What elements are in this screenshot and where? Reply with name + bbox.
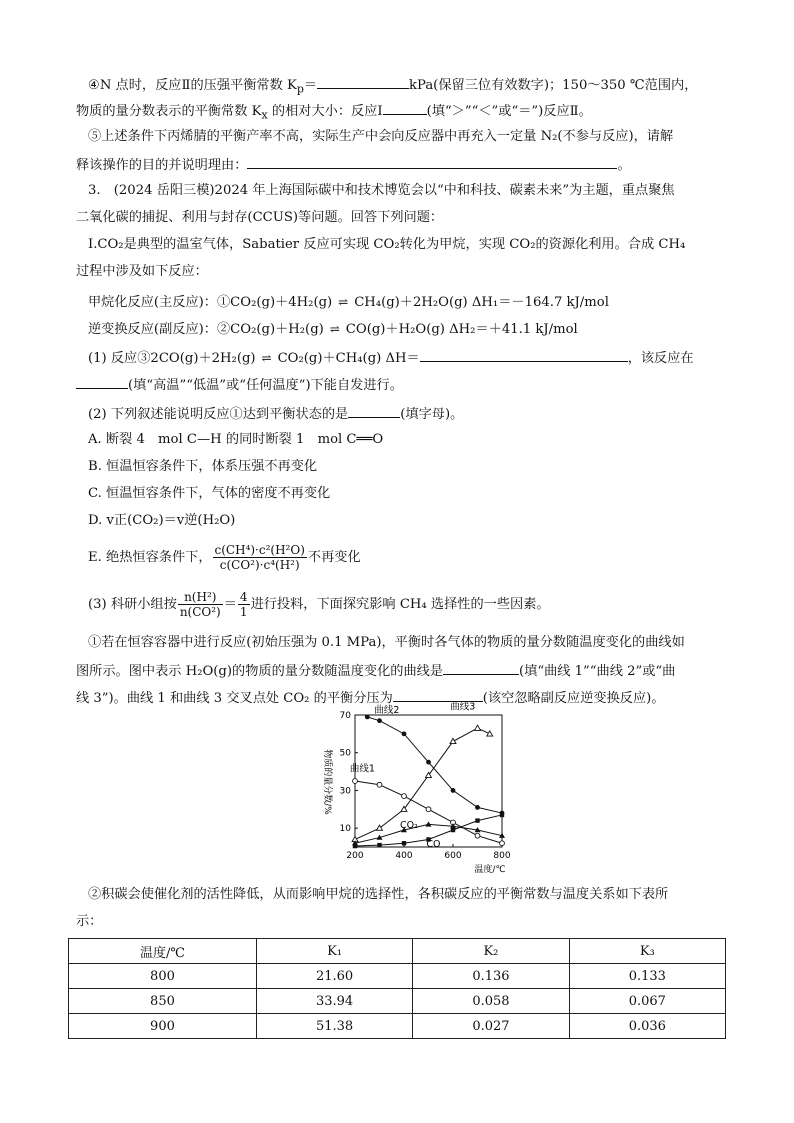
sub1-line1: ①若在恒容容器中进行反应(初始压强为 0.1 MPa)，平衡时各气体的物质的量分数随温度变化的曲线如 xyxy=(88,635,685,650)
question-1-line1 xyxy=(88,347,738,369)
answer-blank[interactable] xyxy=(247,154,617,169)
series-label: CO₂ xyxy=(399,820,418,832)
series-label: 曲线2 xyxy=(374,705,400,717)
data-point xyxy=(353,779,358,784)
table-cell: 0.058 xyxy=(413,989,569,1014)
data-point xyxy=(402,841,406,845)
data-point xyxy=(426,821,432,826)
text: CH₄(g)＋2H₂O(g) ΔH₁＝－164.7 kJ/mol xyxy=(354,295,609,310)
header-cell: K₁ xyxy=(256,939,412,964)
reaction-1 xyxy=(88,292,738,313)
intro-line2: 过程中涉及如下反应： xyxy=(76,264,208,279)
x-tick-label: 800 xyxy=(493,851,511,861)
mole-fraction-chart xyxy=(315,701,511,875)
data-point xyxy=(353,844,357,848)
text: 甲烷化反应(主反应)：①CO₂(g)＋4H₂(g) xyxy=(88,295,333,310)
denominator: c(CO²)·c⁴(H²) xyxy=(219,558,300,572)
data-point xyxy=(475,805,480,810)
text: CO₂(g)＋CH₄(g) ΔH＝ xyxy=(277,351,420,366)
data-point xyxy=(426,760,431,765)
text: (2) 下列叙述能说明反应①达到平衡状态的是 xyxy=(88,407,349,422)
q4-line1 xyxy=(88,74,738,100)
y-tick-label: 10 xyxy=(339,824,351,835)
data-point xyxy=(451,788,456,793)
subscript: x xyxy=(261,108,268,122)
table-cell: 0.036 xyxy=(569,1014,725,1039)
data-point xyxy=(377,843,381,847)
text: 不再变化 xyxy=(307,550,361,565)
table-cell: 850 xyxy=(69,989,257,1014)
y-tick-label: 30 xyxy=(339,786,351,797)
answer-blank[interactable] xyxy=(443,660,519,675)
y-tick-label: 70 xyxy=(339,711,351,721)
y-tick-label: 50 xyxy=(339,748,351,759)
series-line-1 xyxy=(367,717,502,813)
q4-line2 xyxy=(76,100,726,126)
data-point xyxy=(377,782,382,787)
x-tick-label: 400 xyxy=(395,851,413,861)
subscript: p xyxy=(296,82,304,96)
text: kPa(保留三位有效数字)；150～350 ℃范围内， xyxy=(409,78,698,93)
table-row xyxy=(69,1014,726,1039)
sub1-line2 xyxy=(76,660,726,682)
denominator: n(CO²) xyxy=(179,605,221,619)
data-point xyxy=(487,731,493,736)
table-cell: 0.027 xyxy=(413,1014,569,1039)
q5-line2 xyxy=(76,154,726,176)
text: (填“高温”“低温”或“任何温度”)下能自发进行。 xyxy=(128,378,403,393)
text: ＝ xyxy=(223,597,237,612)
text: ＝ xyxy=(303,78,318,93)
text: 线 3”)。曲线 1 和曲线 3 交叉点处 CO₂ 的平衡分压为 xyxy=(76,691,393,706)
text: (该空忽略副反应逆变换反应)。 xyxy=(482,691,665,706)
fraction xyxy=(178,590,223,619)
table-cell: 33.94 xyxy=(256,989,412,1014)
table-cell: 800 xyxy=(69,964,257,989)
text: 释该操作的目的并说明理由： xyxy=(76,158,248,173)
denominator: 1 xyxy=(239,605,248,619)
option-e xyxy=(88,538,738,578)
data-point xyxy=(475,725,481,730)
question-2 xyxy=(88,403,738,425)
equilibrium-arrow-icon: ⇌ xyxy=(329,322,340,336)
answer-blank[interactable] xyxy=(383,100,427,115)
series-label: 曲线1 xyxy=(349,763,375,775)
reaction-2 xyxy=(88,319,738,340)
series-label: CO xyxy=(426,839,441,850)
equilibrium-arrow-icon: ⇌ xyxy=(261,351,272,365)
data-point xyxy=(475,818,479,822)
option-b: B. 恒温恒容条件下，体系压强不再变化 xyxy=(88,459,318,474)
sub2-line1: ②积碳会使催化剂的活性降低，从而影响甲烷的选择性，各积碳反应的平衡常数与温度关系如下表所 xyxy=(88,887,669,902)
answer-blank[interactable] xyxy=(348,403,400,418)
sub1-line3 xyxy=(76,687,726,709)
text: 的相对大小：反应Ⅰ xyxy=(267,104,383,119)
data-point xyxy=(500,813,504,817)
text: 逆变换反应(副反应)：②CO₂(g)＋H₂(g) xyxy=(88,322,324,337)
y-axis-label: 物质的量分数/% xyxy=(322,749,332,815)
data-point xyxy=(500,841,505,846)
option-d: D. v正(CO₂)＝v逆(H₂O) xyxy=(88,513,236,528)
text: ，该反应在 xyxy=(627,351,694,366)
data-point xyxy=(402,794,407,799)
x-axis-label: 温度/℃ xyxy=(474,865,506,875)
text: (填“＞”“＜”或“＝”)反应Ⅱ。 xyxy=(426,104,592,119)
sub2-line2: 示： xyxy=(76,914,103,929)
table-cell: 21.60 xyxy=(256,964,412,989)
q5-line1: ⑤上述条件下丙烯腈的平衡产率不高，实际生产中会向反应器中再充入一定量 N₂(不参与反应)，请解 xyxy=(88,129,674,144)
table-cell: 900 xyxy=(69,1014,257,1039)
data-point xyxy=(475,833,480,838)
table-cell: 0.067 xyxy=(569,989,725,1014)
text: 图所示。图中表示 H₂O(g)的物质的量分数随温度变化的曲线是 xyxy=(76,664,444,679)
table-cell: 0.133 xyxy=(569,964,725,989)
problem3-heading: 3. (2024 岳阳三模)2024 年上海国际碳中和技术博览会以“中和科技、碳素未来”为主题，重点聚焦 xyxy=(88,183,675,198)
option-c: C. 恒温恒容条件下，气体的密度不再变化 xyxy=(88,486,331,501)
data-point xyxy=(377,718,382,723)
option-a: A. 断裂 4 mol C—H 的同时断裂 1 mol C══O xyxy=(88,432,384,447)
table-header-row xyxy=(69,939,726,964)
problem3-line2: 二氧化碳的捕捉、利用与封存(CCUS)等问题。回答下列问题： xyxy=(76,210,444,225)
data-point xyxy=(402,731,407,736)
x-tick-label: 600 xyxy=(444,851,462,861)
question-3 xyxy=(88,585,738,625)
header-cell: 温度/℃ xyxy=(69,939,257,964)
table-cell: 0.136 xyxy=(413,964,569,989)
fraction xyxy=(238,590,250,619)
text: E. 绝热恒容条件下， xyxy=(88,550,212,565)
data-point xyxy=(365,714,370,719)
plot-frame xyxy=(355,715,502,847)
answer-blank[interactable] xyxy=(76,374,128,389)
table-row xyxy=(69,989,726,1014)
question-1-line2 xyxy=(76,374,726,396)
data-point xyxy=(426,807,431,812)
x-tick-label: 200 xyxy=(346,851,364,861)
answer-blank[interactable] xyxy=(393,687,483,702)
text: (填字母)。 xyxy=(400,407,464,422)
answer-blank[interactable] xyxy=(420,347,628,362)
text: 物质的量分数表示的平衡常数 K xyxy=(76,104,262,119)
table-cell: 51.38 xyxy=(256,1014,412,1039)
text: (填“曲线 1”“曲线 2”或“曲 xyxy=(519,664,676,679)
intro-line1: Ⅰ.CO₂是典型的温室气体，Sabatier 反应可实现 CO₂转化为甲烷，实现 CO₂的资源化利用。合成 CH₄ xyxy=(88,237,686,252)
equilibrium-arrow-icon: ⇌ xyxy=(338,295,349,309)
data-point xyxy=(450,738,456,743)
text: (1) 反应③2CO(g)＋2H₂(g) xyxy=(88,351,256,366)
fraction xyxy=(213,543,307,572)
equilibrium-constant-table xyxy=(68,938,726,1039)
text: CO(g)＋H₂O(g) ΔH₂＝＋41.1 kJ/mol xyxy=(345,322,578,337)
data-point xyxy=(451,828,455,832)
text: 进行投料，下面探究影响 CH₄ 选择性的一些因素。 xyxy=(250,597,550,612)
header-cell: K₂ xyxy=(413,939,569,964)
series-label: 曲线3 xyxy=(450,701,476,713)
text: ④N 点时，反应Ⅱ的压强平衡常数 K xyxy=(88,78,297,93)
text: (3) 科研小组按 xyxy=(88,597,177,612)
numerator: 4 xyxy=(239,590,248,604)
text: 。 xyxy=(617,158,631,173)
answer-blank[interactable] xyxy=(317,74,409,89)
numerator: n(H²) xyxy=(178,590,223,605)
numerator: c(CH⁴)·c²(H²O) xyxy=(214,543,305,557)
table-row xyxy=(69,964,726,989)
header-cell: K₃ xyxy=(569,939,725,964)
